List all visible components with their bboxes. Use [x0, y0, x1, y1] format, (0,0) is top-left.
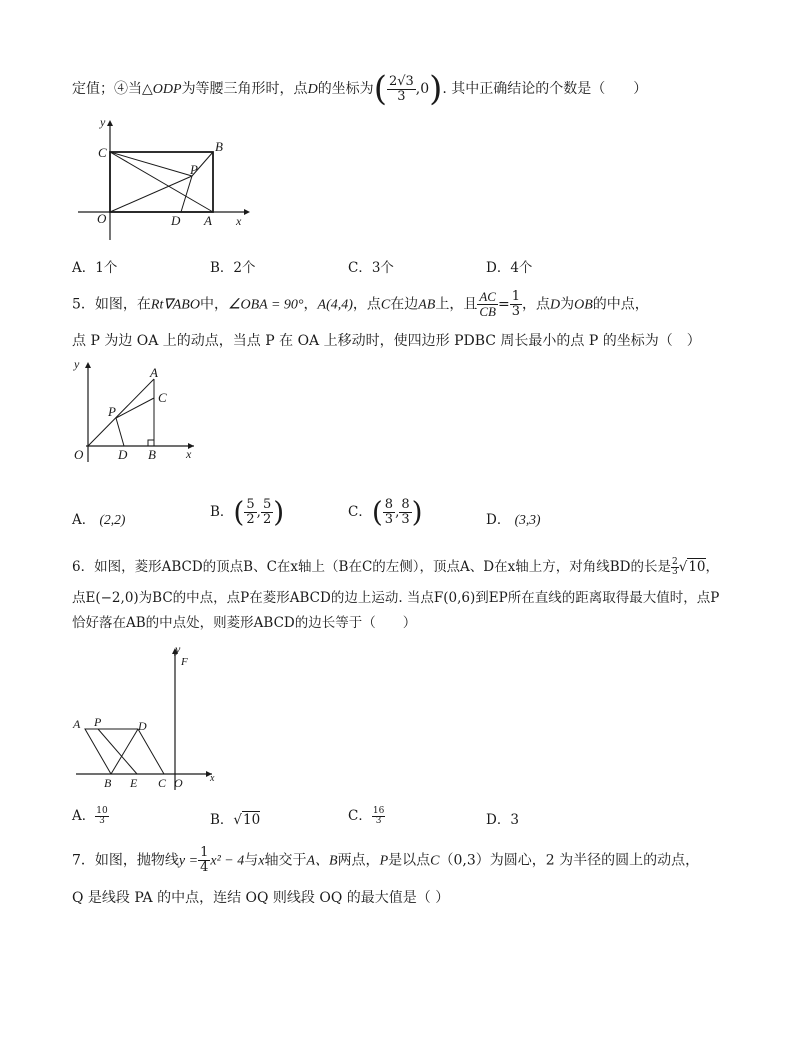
q5-text-f: 上，且 [435, 296, 478, 313]
q5-label-p: P [108, 404, 116, 419]
q6-seg-pe [98, 729, 137, 774]
q6-label-p: P [94, 715, 102, 729]
q4-coord-den: 3 [397, 88, 406, 104]
q5-rt: Rt∇ABO [150, 297, 200, 313]
q5-text-a: 5．如图，在 [72, 296, 151, 313]
q5-option-c-label: C． [348, 504, 372, 520]
q5-option-b-label: B． [210, 504, 234, 520]
q4-d: D [307, 82, 318, 97]
q6-option-d[interactable]: D．3 [486, 812, 519, 828]
q5-option-a-value: (2,2) [99, 512, 126, 527]
q7-x-term: x² − 4 [210, 853, 245, 869]
q6-label-x: x [210, 773, 215, 784]
q4-label-d: D [171, 213, 181, 228]
q6-line-1: 6．如图，菱形ABCD的顶点B、C在x轴上（B在C的左侧），顶点A、D在x轴上方，对角线BD的长是 $\frac{2}{3}$ √10， [72, 557, 719, 577]
q5-label-d: D [118, 447, 128, 462]
q6-label-b: B [104, 776, 112, 790]
q5-y-arrow [85, 362, 91, 368]
q5-ratio-den: CB [479, 304, 496, 319]
q4-text-c: 的坐标为 [317, 81, 374, 97]
q5-option-d-value: (3,3) [514, 512, 541, 527]
q6-label-e: E [130, 776, 138, 790]
q5-equals: = [497, 296, 510, 313]
q5-text-c: ， [303, 296, 318, 313]
q6-diag-frac: $\frac{2}{3}$ [671, 557, 678, 577]
q5-text-d: ，点 [352, 296, 381, 313]
q4-text-tail: . 其中正确结论的个数是（ ） [442, 81, 648, 97]
q5-seg-ab: AB [418, 297, 436, 313]
q5-ratio-frac [477, 290, 498, 319]
q4-label-y: y [100, 115, 106, 129]
q4-option-d[interactable]: D．4个 [486, 260, 533, 276]
q4-option-a[interactable]: A．1个 [72, 260, 118, 276]
q6-diag-bd [111, 729, 138, 774]
q5-seg-pd [116, 418, 124, 446]
q5-value-num: 1 [511, 289, 520, 304]
q4-left-paren: ( [373, 69, 387, 109]
q7-coef-frac: $\frac{1}{4}$ [200, 845, 209, 875]
q5-label-a: A [150, 365, 158, 380]
q6-text-1: 6．如图，菱形ABCD的顶点B、C在x轴上（B在C的左侧），顶点A、D在x轴上方，对角线BD的长是 [72, 559, 671, 575]
q5-text-h: 为 [560, 296, 575, 313]
q5-text-i: 的中点， [592, 296, 649, 313]
q6-option-a[interactable]: A． $\frac{10}{3}$ [72, 806, 108, 826]
q4-text-line [72, 69, 648, 109]
q4-text-b: 为等腰三角形时，点 [181, 81, 308, 97]
q5-label-y: y [74, 357, 80, 371]
q5-option-d[interactable] [486, 508, 541, 528]
q5-point-a: A(4,4) [317, 297, 353, 313]
q6-option-c[interactable]: C． $\frac{16}{3}$ [348, 806, 385, 826]
q7-line-2: Q 是线段 PA 的中点，连结 OQ 则线段 OQ 的最大值是（ ） [72, 890, 450, 906]
q5-seg-pc [116, 398, 154, 418]
q5-point-d: D [550, 297, 561, 313]
q5-value-den: 3 [511, 304, 520, 319]
q5-ratio-num: AC [479, 289, 496, 304]
q5-label-b: B [148, 447, 156, 462]
q7-y-eq: y = [178, 853, 199, 869]
q4-label-p: P [190, 162, 198, 177]
q5-angle: ∠OBA = 90° [227, 297, 304, 313]
q4-y-arrow [107, 120, 113, 126]
q4-seg-op [110, 176, 192, 212]
q4-option-c[interactable]: C．3个 [348, 260, 394, 276]
q4-label-b: B [215, 139, 223, 154]
q6-label-o: O [174, 776, 183, 790]
q5-point-c: C [380, 297, 391, 313]
q5-option-c[interactable]: C．( $\frac{8}{3}$ , $\frac{8}{3}$ ) [348, 495, 423, 529]
q5-text-g: ，点 [522, 296, 550, 313]
q6-option-b[interactable]: B．√10 [210, 812, 261, 828]
q6-label-d: D [138, 719, 147, 733]
q5-figure [68, 352, 208, 464]
q5-line-1 [72, 290, 649, 319]
q5-seg-ob: OB [574, 297, 593, 313]
q4-coord-second: ,0 [415, 81, 430, 97]
q5-option-a[interactable] [72, 508, 125, 528]
q4-coord-frac [387, 75, 416, 104]
q5-text-b: 中， [199, 296, 228, 313]
q5-option-b[interactable]: B．( $\frac{5}{2}$ , $\frac{5}{2}$ ) [210, 495, 285, 529]
q4-label-a: A [204, 213, 212, 228]
q5-line-2: 点 P 为边 OA 上的动点，当点 P 在 OA 上移动时，使四边形 PDBC 周长最小的点 P 的坐标为（ ） [72, 333, 701, 349]
q6-label-f: F [181, 656, 188, 668]
q6-label-y: y [175, 642, 181, 656]
q6-figure [68, 640, 228, 795]
q6-diag-sqrt: 10 [688, 559, 706, 575]
q4-seg-cp [110, 152, 192, 176]
q4-odp: ODP [152, 82, 182, 97]
q4-diag-ca [110, 152, 213, 212]
q4-right-paren: ) [429, 69, 443, 109]
q6-line-3: 恰好落在AB的中点处，则菱形ABCD的边长等于（ ） [72, 615, 417, 631]
q4-option-b[interactable]: B．2个 [210, 260, 256, 276]
q6-label-c: C [158, 776, 167, 790]
q5-label-x: x [186, 447, 192, 461]
q4-label-c: C [98, 145, 107, 160]
q6-line-2: 点E(−2,0)为BC的中点，点P在菱形ABCD的边上运动. 当点F(0,6)到EP所在直线的距离取得最大值时，点P [72, 590, 720, 606]
q5-option-a-label: A． [72, 512, 96, 528]
q5-label-c: C [158, 390, 167, 405]
q4-figure [68, 112, 258, 250]
q4-x-arrow [244, 209, 250, 215]
q4-coord-num: 2√3 [388, 73, 414, 89]
q7-line-1: 7．如图，抛物线y = $\frac{1}{4}$ x² − 4与x轴交于A、B两点，P是以点C（0,3）为圆心，2 为半径的圆上的动点， [72, 845, 700, 875]
q4-label-x: x [236, 214, 242, 228]
q4-label-o: O [97, 211, 107, 226]
q5-label-o: O [74, 447, 84, 462]
q5-option-d-label: D． [486, 512, 511, 528]
q5-value-frac [510, 290, 522, 319]
q6-label-a: A [73, 717, 81, 731]
q4-text-a: 定值；④当△ [72, 81, 153, 97]
q5-text-e: 在边 [390, 296, 419, 313]
q5-right-angle [148, 440, 154, 446]
